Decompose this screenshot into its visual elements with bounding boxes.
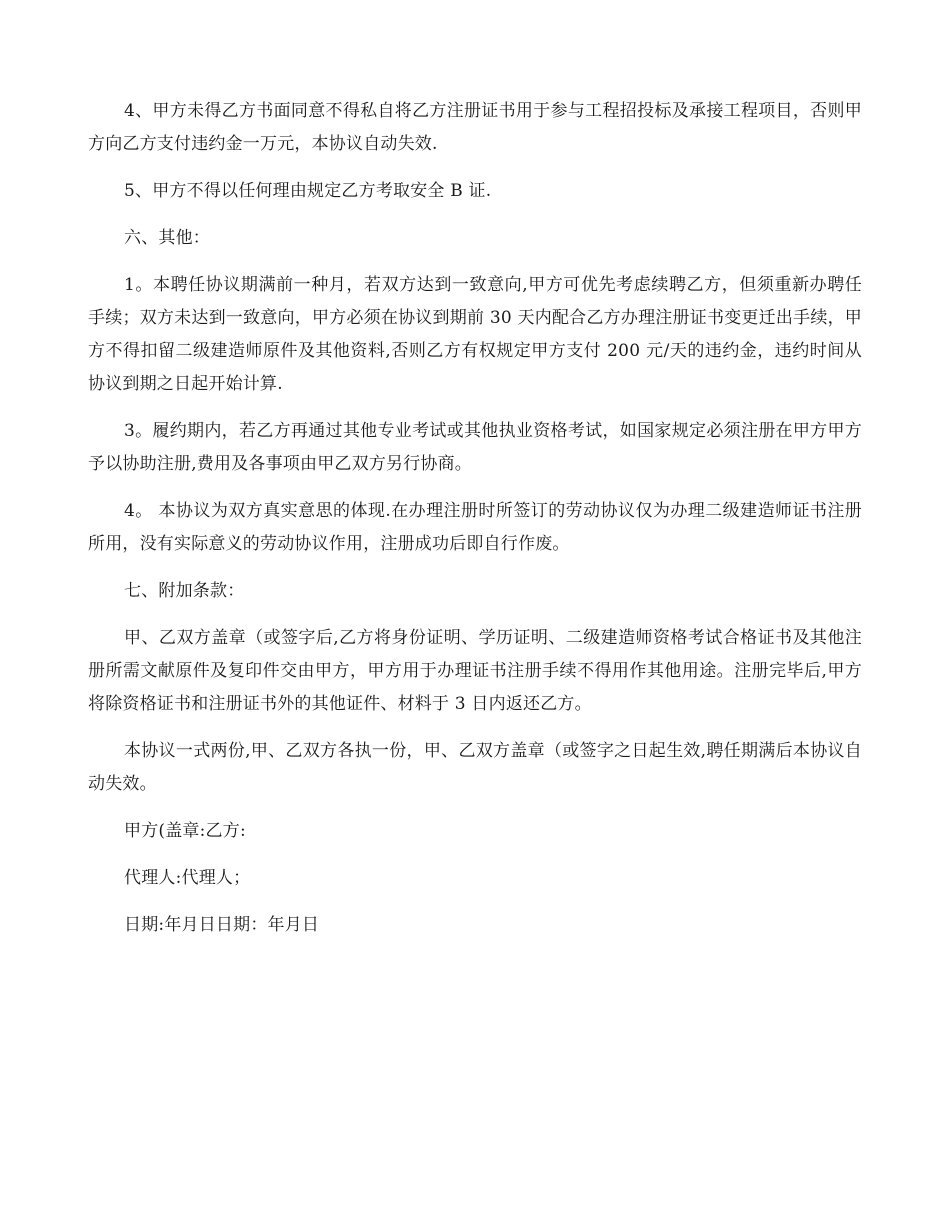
section-heading-additional-terms: 七、附加条款： — [124, 581, 245, 601]
clause-4-penalty: 4、甲方未得乙方书面同意不得私自将乙方注册证书用于参与工程招投标及承接工程项目，否则甲方向乙方支付违约金一万元，本协议自动失效. — [88, 101, 862, 154]
signature-agents-line: 代理人:代理人； — [124, 868, 251, 888]
other-clause-3-exams: 3。履约期内，若乙方再通过其他专业考试或其他执业资格考试，如国家规定必须注册在甲方甲方予以协助注册,费用及各事项由甲乙双方另行协商。 — [88, 421, 862, 474]
additional-terms-body: 甲、乙双方盖章（或签字后,乙方将身份证明、学历证明、二级建造师资格考试合格证书及其他注册所需文献原件及复印件交由甲方，甲方用于办理证书注册手续不得用作其他用途。注册完毕后,甲方将除资格证书和注册证书外的其他证件、材料于 3 日内返还乙方。 — [88, 628, 862, 714]
other-clause-4-intent: 4。 本协议为双方真实意思的体现.在办理注册时所签订的劳动协议仅为办理二级建造师证书注册所用，没有实际意义的劳动协议作用，注册成功后即自行作废。 — [88, 501, 862, 554]
other-clause-1-renewal: 1。本聘任协议期满前一种月，若双方达到一致意向,甲方可优先考虑续聘乙方，但须重新办聘任手续；双方未达到一致意向，甲方必须在协议到期前 30 天内配合乙方办理注册证书变更迁出手续，甲方不得扣留二级建造师原件及其他资料,否则乙方有权规定甲方支付 200 元/天的违约金，违约时间从协议到期之日起开始计算. — [88, 275, 862, 394]
copies-effective-clause: 本协议一式两份,甲、乙双方各执一份，甲、乙双方盖章（或签字之日起生效,聘任期满后本协议自动失效。 — [88, 741, 862, 794]
signature-date-line: 日期:年月日日期：年月日 — [124, 915, 320, 935]
section-heading-other: 六、其他： — [124, 228, 210, 248]
signature-parties-line: 甲方(盖章:乙方: — [124, 821, 246, 841]
clause-5-safety-cert: 5、甲方不得以任何理由规定乙方考取安全 B 证. — [124, 181, 492, 201]
